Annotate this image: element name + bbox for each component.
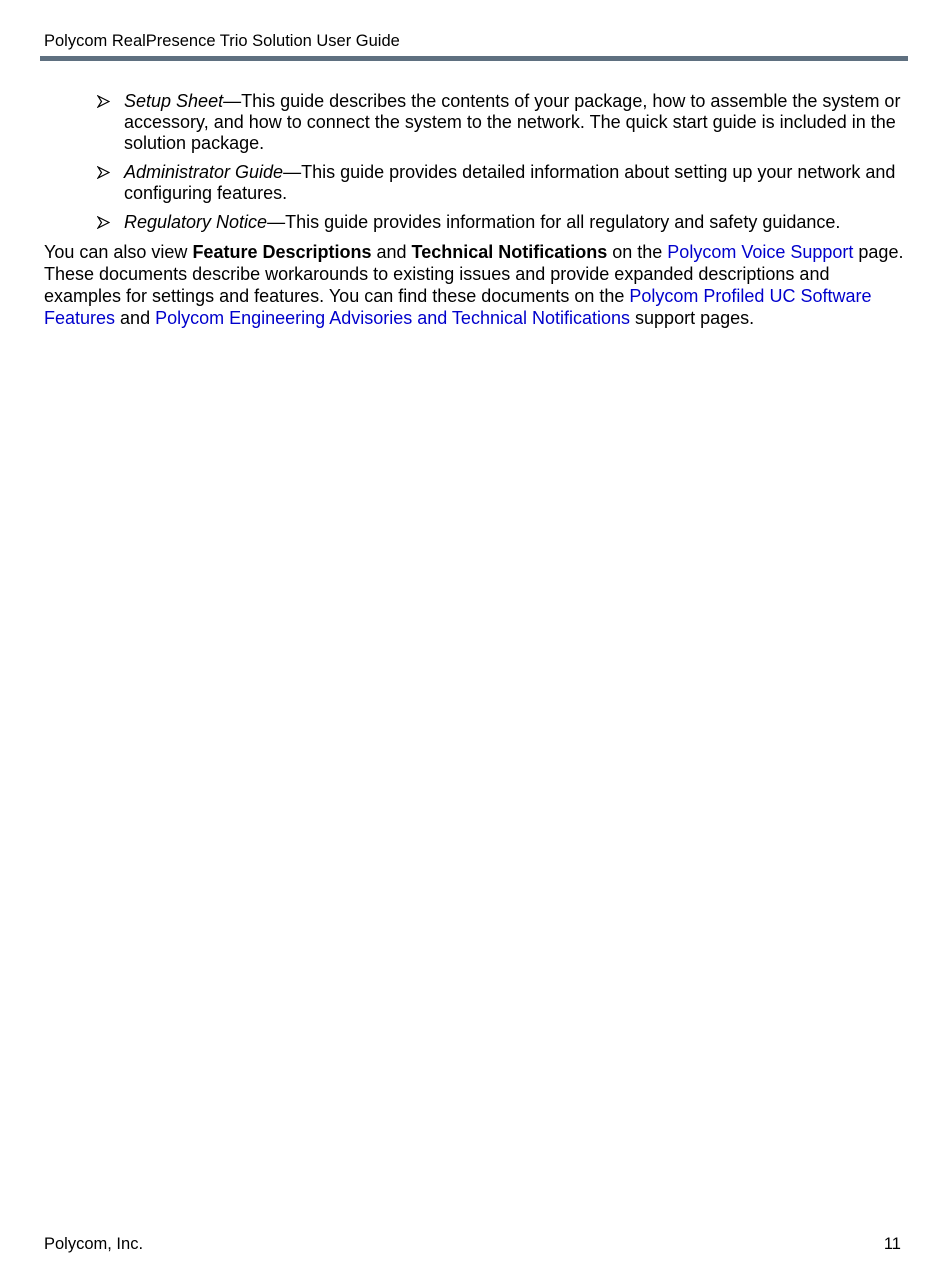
guide-list: [44, 91, 906, 233]
paragraph-text: support pages.: [630, 308, 755, 328]
page-header-title: Polycom RealPresence Trio Solution User Guide: [44, 32, 400, 50]
guide-description: —This guide provides detailed information about setting up your network and configuring features.: [124, 162, 896, 203]
engineering-advisories-link[interactable]: Polycom Engineering Advisories and Technical Notifications: [155, 308, 631, 328]
paragraph-text: You can also view: [44, 242, 193, 262]
list-item-text: [124, 162, 895, 203]
technical-notifications-label: Technical Notifications: [411, 242, 608, 262]
arrowhead-bullet-icon: [97, 216, 110, 229]
guide-name: Setup Sheet: [124, 91, 224, 111]
guide-name: Regulatory Notice: [124, 212, 268, 232]
arrowhead-bullet-icon: [97, 166, 110, 179]
header-rule: [40, 56, 908, 61]
main-content: [44, 91, 906, 329]
list-item: [44, 91, 906, 154]
list-item: [44, 162, 906, 204]
documents-paragraph: [44, 241, 906, 329]
guide-description: —This guide describes the contents of your package, how to assemble the system or accessory, and how to connect the system to the network. The quick start guide is included in the solution package.: [124, 91, 901, 153]
list-item-text: [124, 91, 900, 153]
polycom-voice-support-link[interactable]: Polycom Voice Support: [667, 242, 854, 262]
paragraph-text: and: [115, 308, 156, 328]
feature-descriptions-label: Feature Descriptions: [192, 242, 372, 262]
list-item: [44, 212, 906, 233]
paragraph-text: on the: [607, 242, 668, 262]
list-item-text: [124, 212, 840, 232]
profiled-uc-software-features-link[interactable]: Polycom Profiled UC Software Features: [44, 286, 872, 328]
arrowhead-bullet-icon: [97, 95, 110, 108]
page-number: 11: [883, 1235, 901, 1253]
guide-name: Administrator Guide: [124, 162, 284, 182]
paragraph-text: and: [371, 242, 412, 262]
guide-description: —This guide provides information for all regulatory and safety guidance.: [267, 212, 841, 232]
footer-company: Polycom, Inc.: [44, 1235, 144, 1253]
paragraph-text: page. These documents describe workarounds to existing issues and provide expanded descriptions and examples for settings and features. You can find these documents on the: [44, 242, 904, 306]
